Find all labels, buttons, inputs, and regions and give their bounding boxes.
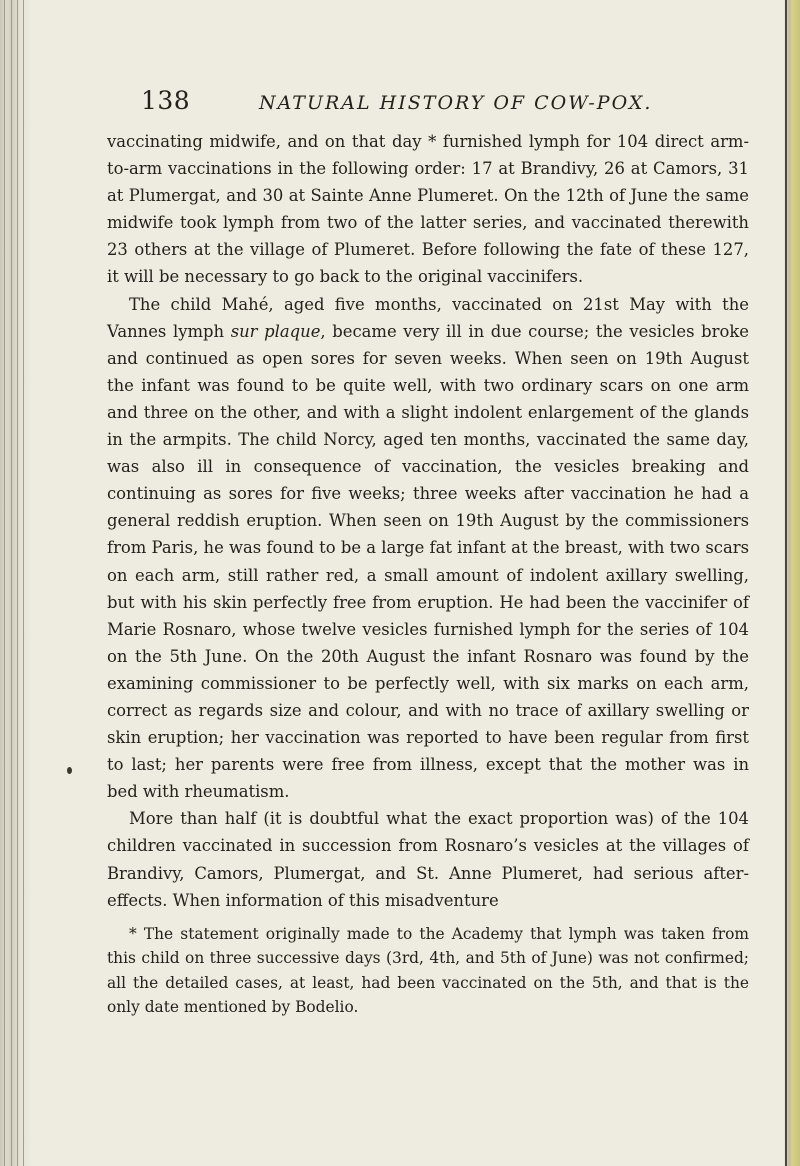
paragraph-1-rest: furnished lymph for 104 direct arm-to-arm vaccinations in the following order: 17 at Brandivy, 26 at Camors, 31 at Plumergat, and 30 at Sainte Anne Plumeret. On the 12th of June the same midwife took lymph from two of the latter series, and vaccinated therewith 23 others at the village of Plumeret. Before following the fate of these 127, it will be necessary to go back to the original vaccinifers. [107, 132, 750, 287]
paragraph-2-start: The child Mahé, aged five months, vaccinated on 21st May with the Vannes lymph [107, 294, 749, 341]
page-number: 138 [141, 86, 191, 115]
page-right-edge-line [785, 0, 787, 1166]
ink-spot [67, 767, 72, 774]
body-text [107, 128, 749, 914]
paragraph-2-rest: , became very ill in due course; the vesicles broke and continued as open sores for seven weeks. When seen on 19th August the infant was found to be quite well, with two ordinary scars on one arm and three on the other, and with a slight indolent enlargement of the glands in the armpits. The child Norcy, aged ten months, vaccinated the same day, was also ill in consequence of vaccination, the vesicles breaking and continuing as sores for five weeks; three weeks after vaccination he had a general reddish eruption. When seen on 19th August by the commissioners from Paris, he was found to be a large fat infant at the breast, with two scars on each arm, still rather red, a small amount of indolent axillary swelling, but with his skin perfectly free from eruption. He had been the vaccinifer of Marie Rosnaro, whose twelve vesicles furnished lymph for the series of 104 on the 5th June. On the 20th August the infant Rosnaro was found by the examining commissioner to be perfectly well, with six marks on each arm, correct as regards size and colour, and with no trace of axillary swelling or skin eruption; her vaccination was reported to have been regular from first to last; her parents were free from illness, except that the mother was in bed with rheumatism. [107, 321, 749, 802]
gutter-line [4, 0, 5, 1166]
paragraph-1-start: vaccinating midwife, and on that day [107, 132, 422, 151]
running-head: NATURAL HISTORY OF COW-POX. [259, 92, 653, 114]
paragraph-2-emphasis: sur plaque [230, 321, 321, 341]
footnote [107, 922, 749, 1020]
page-header [88, 86, 752, 122]
paragraph-3: More than half (it is doubtful what the exact proportion was) of the 104 children vaccinated in succession from Rosnaro’s vesicles at the villages of Brandivy, Camors, Plumergat, and St. Anne Plumeret, had serious after-effects. When information of this misadventure [107, 809, 749, 910]
gutter-line [17, 0, 18, 1166]
footnote-text: * The statement originally made to the Academy that lymph was taken from this child on three successive days (3rd, 4th, and 5th of June) was not confirmed; all the detailed cases, at least, had been vaccinated on the 5th, and that is the only date mentioned by Bodelio. [107, 924, 749, 1017]
gutter-line [11, 0, 12, 1166]
footnote-reference: * [421, 132, 437, 151]
gutter-line [23, 0, 24, 1166]
book-page [88, 86, 752, 1020]
paragraph-1 [107, 128, 749, 291]
paragraph-2 [107, 291, 749, 806]
